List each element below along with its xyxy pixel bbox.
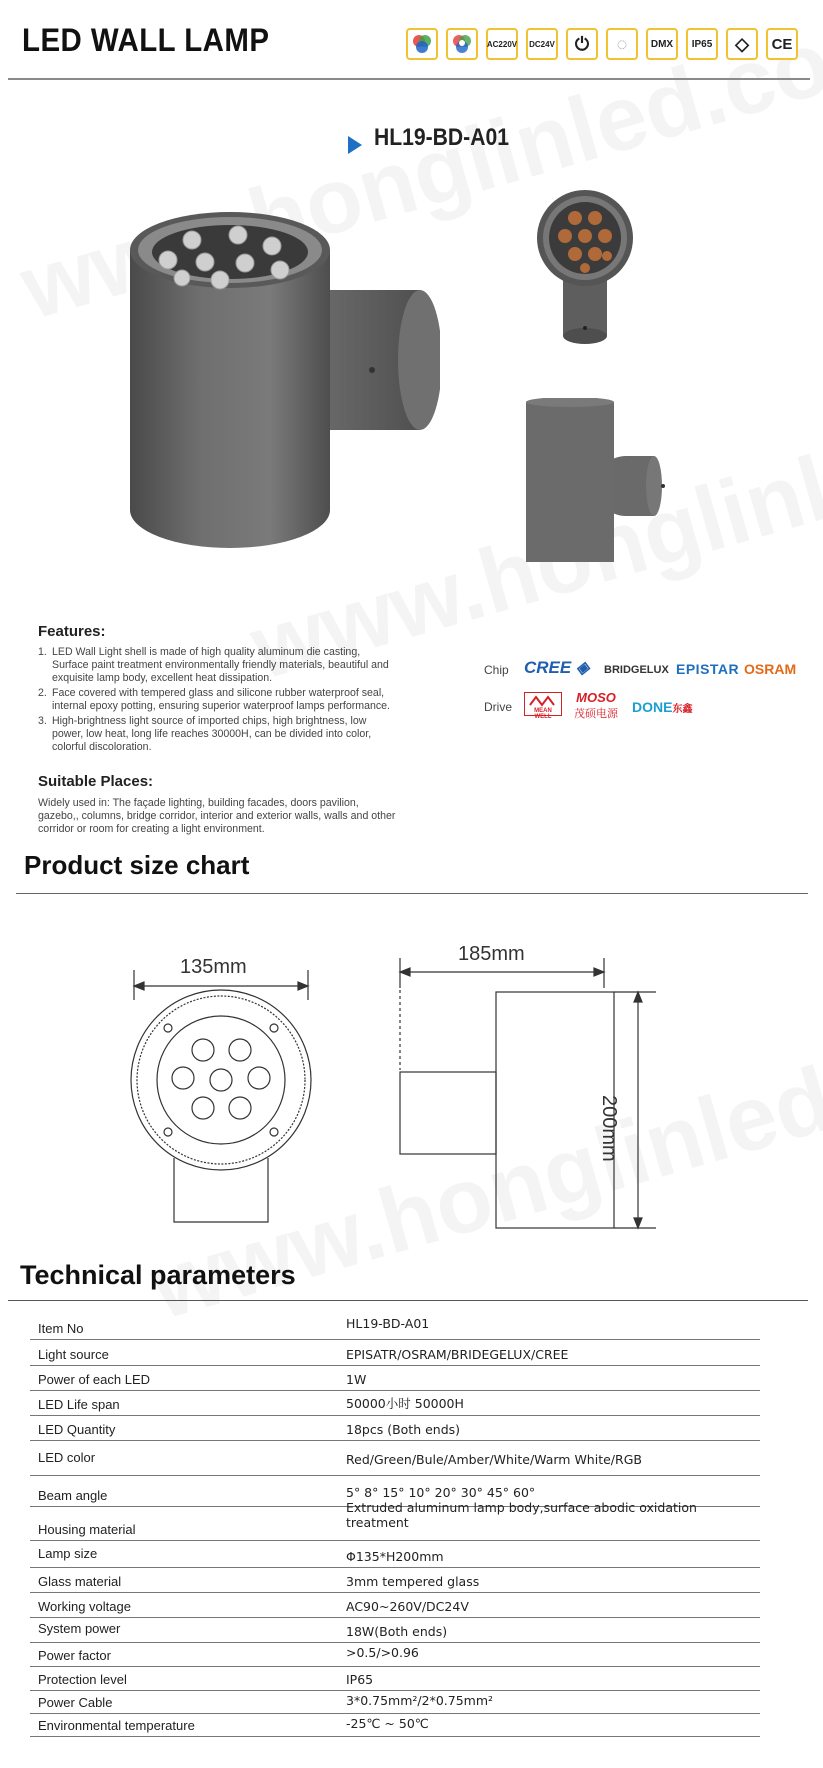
rgb-color-icon xyxy=(406,28,438,60)
spec-value: AC90~260V/DC24V xyxy=(346,1599,469,1614)
cree-logo-text: CREE xyxy=(524,658,572,677)
spec-label: Glass material xyxy=(38,1574,122,1589)
spec-label: LED Quantity xyxy=(38,1422,116,1437)
tech-params-title: Technical parameters xyxy=(20,1260,296,1290)
list-item-text: Face covered with tempered glass and silicone rubber waterproof seal, internal epoxy potting, ensuring superior waterproof lamps performance. xyxy=(52,687,391,712)
size-chart-title: Product size chart xyxy=(24,850,250,880)
spec-value: 5° 8° 15° 10° 20° 30° 45° 60° xyxy=(346,1485,536,1500)
list-item xyxy=(38,715,396,754)
spec-value: IP65 xyxy=(346,1672,374,1687)
table-row xyxy=(30,1541,760,1568)
side-width-label: 185mm xyxy=(458,943,525,965)
table-row xyxy=(30,1691,760,1714)
cree-logo xyxy=(524,658,589,678)
list-item xyxy=(38,687,396,713)
spec-value: 18pcs (Both ends) xyxy=(346,1422,461,1437)
spec-label: LED Life span xyxy=(38,1397,120,1412)
spec-label: Item No xyxy=(38,1321,84,1336)
spec-label: Environmental temperature xyxy=(38,1718,195,1733)
done-logo-subtext: 东鑫 xyxy=(672,704,693,715)
feature-list xyxy=(38,646,396,756)
moso-logo xyxy=(574,690,618,721)
table-row xyxy=(30,1593,760,1618)
spec-value: Φ135*H200mm xyxy=(346,1549,444,1564)
spec-value: >0.5/>0.96 xyxy=(346,1645,419,1660)
list-item xyxy=(38,646,396,685)
product-top-view-image xyxy=(535,178,635,348)
drive-label: Drive xyxy=(484,700,513,714)
meanwell-logo xyxy=(524,692,562,720)
height-label: 200mm xyxy=(598,1095,620,1162)
spec-label: Power of each LED xyxy=(38,1372,151,1387)
table-row xyxy=(30,1416,760,1441)
spec-label: Protection level xyxy=(38,1672,127,1687)
spec-label: Light source xyxy=(38,1347,109,1362)
table-row xyxy=(30,1391,760,1416)
spec-value: -25℃ ~ 50℃ xyxy=(346,1716,429,1731)
list-item-number: 1. xyxy=(38,646,47,658)
meanwell-logo-text: MEAN WELL xyxy=(534,708,552,720)
spec-value: HL19-BD-A01 xyxy=(346,1316,430,1331)
suitable-places-text: Widely used in: The façade lighting, building facades, doors pavilion, gazebo,, columns, bridge corridor, interior and exterior walls, walls and other corridor or room for creating a light environment. xyxy=(38,797,396,835)
spec-value: 50000小时 50000H xyxy=(346,1396,464,1411)
spec-label: Housing material xyxy=(38,1522,136,1537)
spec-label: LED color xyxy=(38,1450,96,1465)
list-item-number: 3. xyxy=(38,715,47,727)
spec-value: 3*0.75mm²/2*0.75mm² xyxy=(346,1693,494,1708)
spec-label: Lamp size xyxy=(38,1546,98,1561)
model-number: HL19-BD-A01 xyxy=(374,124,509,151)
play-arrow-icon xyxy=(348,136,362,154)
spec-icon-bar xyxy=(406,28,798,60)
front-width-label: 135mm xyxy=(180,956,247,978)
spec-value: 1W xyxy=(346,1372,367,1387)
spec-value: EPISATR/OSRAM/BRIDEGELUX/CREE xyxy=(346,1347,569,1362)
product-side-view-image xyxy=(520,398,680,568)
dimension-drawing xyxy=(110,950,670,1240)
table-row xyxy=(30,1568,760,1593)
power-icon: ⏻ xyxy=(566,28,598,60)
table-row xyxy=(30,1714,760,1737)
spec-value: 18W(Both ends) xyxy=(346,1624,448,1639)
table-row xyxy=(30,1643,760,1667)
spec-label: System power xyxy=(38,1621,121,1636)
spec-table xyxy=(30,1310,760,1737)
moso-logo-text: MOSO xyxy=(576,690,616,705)
list-item-number: 2. xyxy=(38,687,47,699)
meanwell-wave-icon xyxy=(529,695,557,707)
table-row xyxy=(30,1667,760,1691)
moso-logo-subtext: 茂硕电源 xyxy=(574,707,618,720)
spec-label: Beam angle xyxy=(38,1488,108,1503)
size-chart-divider xyxy=(16,893,808,894)
page-title: LED WALL LAMP xyxy=(22,22,270,58)
done-logo xyxy=(632,699,692,715)
dc24v-icon: DC24V xyxy=(526,28,558,60)
done-logo-text: DONE xyxy=(632,699,673,715)
osram-logo: OSRAM xyxy=(744,661,797,677)
epistar-logo: EPISTAR xyxy=(676,661,740,677)
table-row xyxy=(30,1366,760,1391)
table-row xyxy=(30,1441,760,1476)
class-iii-icon: ◇ xyxy=(726,28,758,60)
table-row xyxy=(30,1618,760,1643)
dmx-icon: DMX xyxy=(646,28,678,60)
table-row xyxy=(30,1340,760,1366)
spec-label: Power Cable xyxy=(38,1695,113,1710)
table-row xyxy=(30,1500,760,1541)
header-divider xyxy=(8,78,810,80)
list-item-text: High-brightness light source of imported chips, high brightness, low power, low heat, long life reaches 30000H, can be divided into color, colorful discoloration. xyxy=(52,715,372,753)
chip-label: Chip xyxy=(484,663,509,677)
spec-value: Red/Green/Bule/Amber/White/Warm White/RGB xyxy=(346,1452,642,1467)
ip65-icon: IP65 xyxy=(686,28,718,60)
spec-value: Extruded aluminum lamp body,surface abodic oxidation treatment xyxy=(346,1500,697,1530)
cree-diamond-icon: ◈ xyxy=(575,658,590,677)
ac220v-icon: AC220V xyxy=(486,28,518,60)
ce-icon: CE xyxy=(766,28,798,60)
spec-label: Power factor xyxy=(38,1648,111,1663)
rgbw-color-icon xyxy=(446,28,478,60)
bridgelux-logo: BRIDGELUX xyxy=(604,664,669,676)
spec-value: 3mm tempered glass xyxy=(346,1574,480,1589)
features-title: Features: xyxy=(38,623,106,640)
list-item-text: LED Wall Light shell is made of high quality aluminum die casting, Surface paint treatment environmentally friendly materials, beautiful and exquisite lamp body, excellent heat dissipation. xyxy=(52,646,389,684)
tech-params-divider xyxy=(8,1300,808,1301)
spec-label: Working voltage xyxy=(38,1599,131,1614)
suitable-places-title: Suitable Places: xyxy=(38,773,154,790)
product-main-image xyxy=(120,180,440,570)
dimmer-icon: ◌ xyxy=(606,28,638,60)
table-row xyxy=(30,1310,760,1340)
